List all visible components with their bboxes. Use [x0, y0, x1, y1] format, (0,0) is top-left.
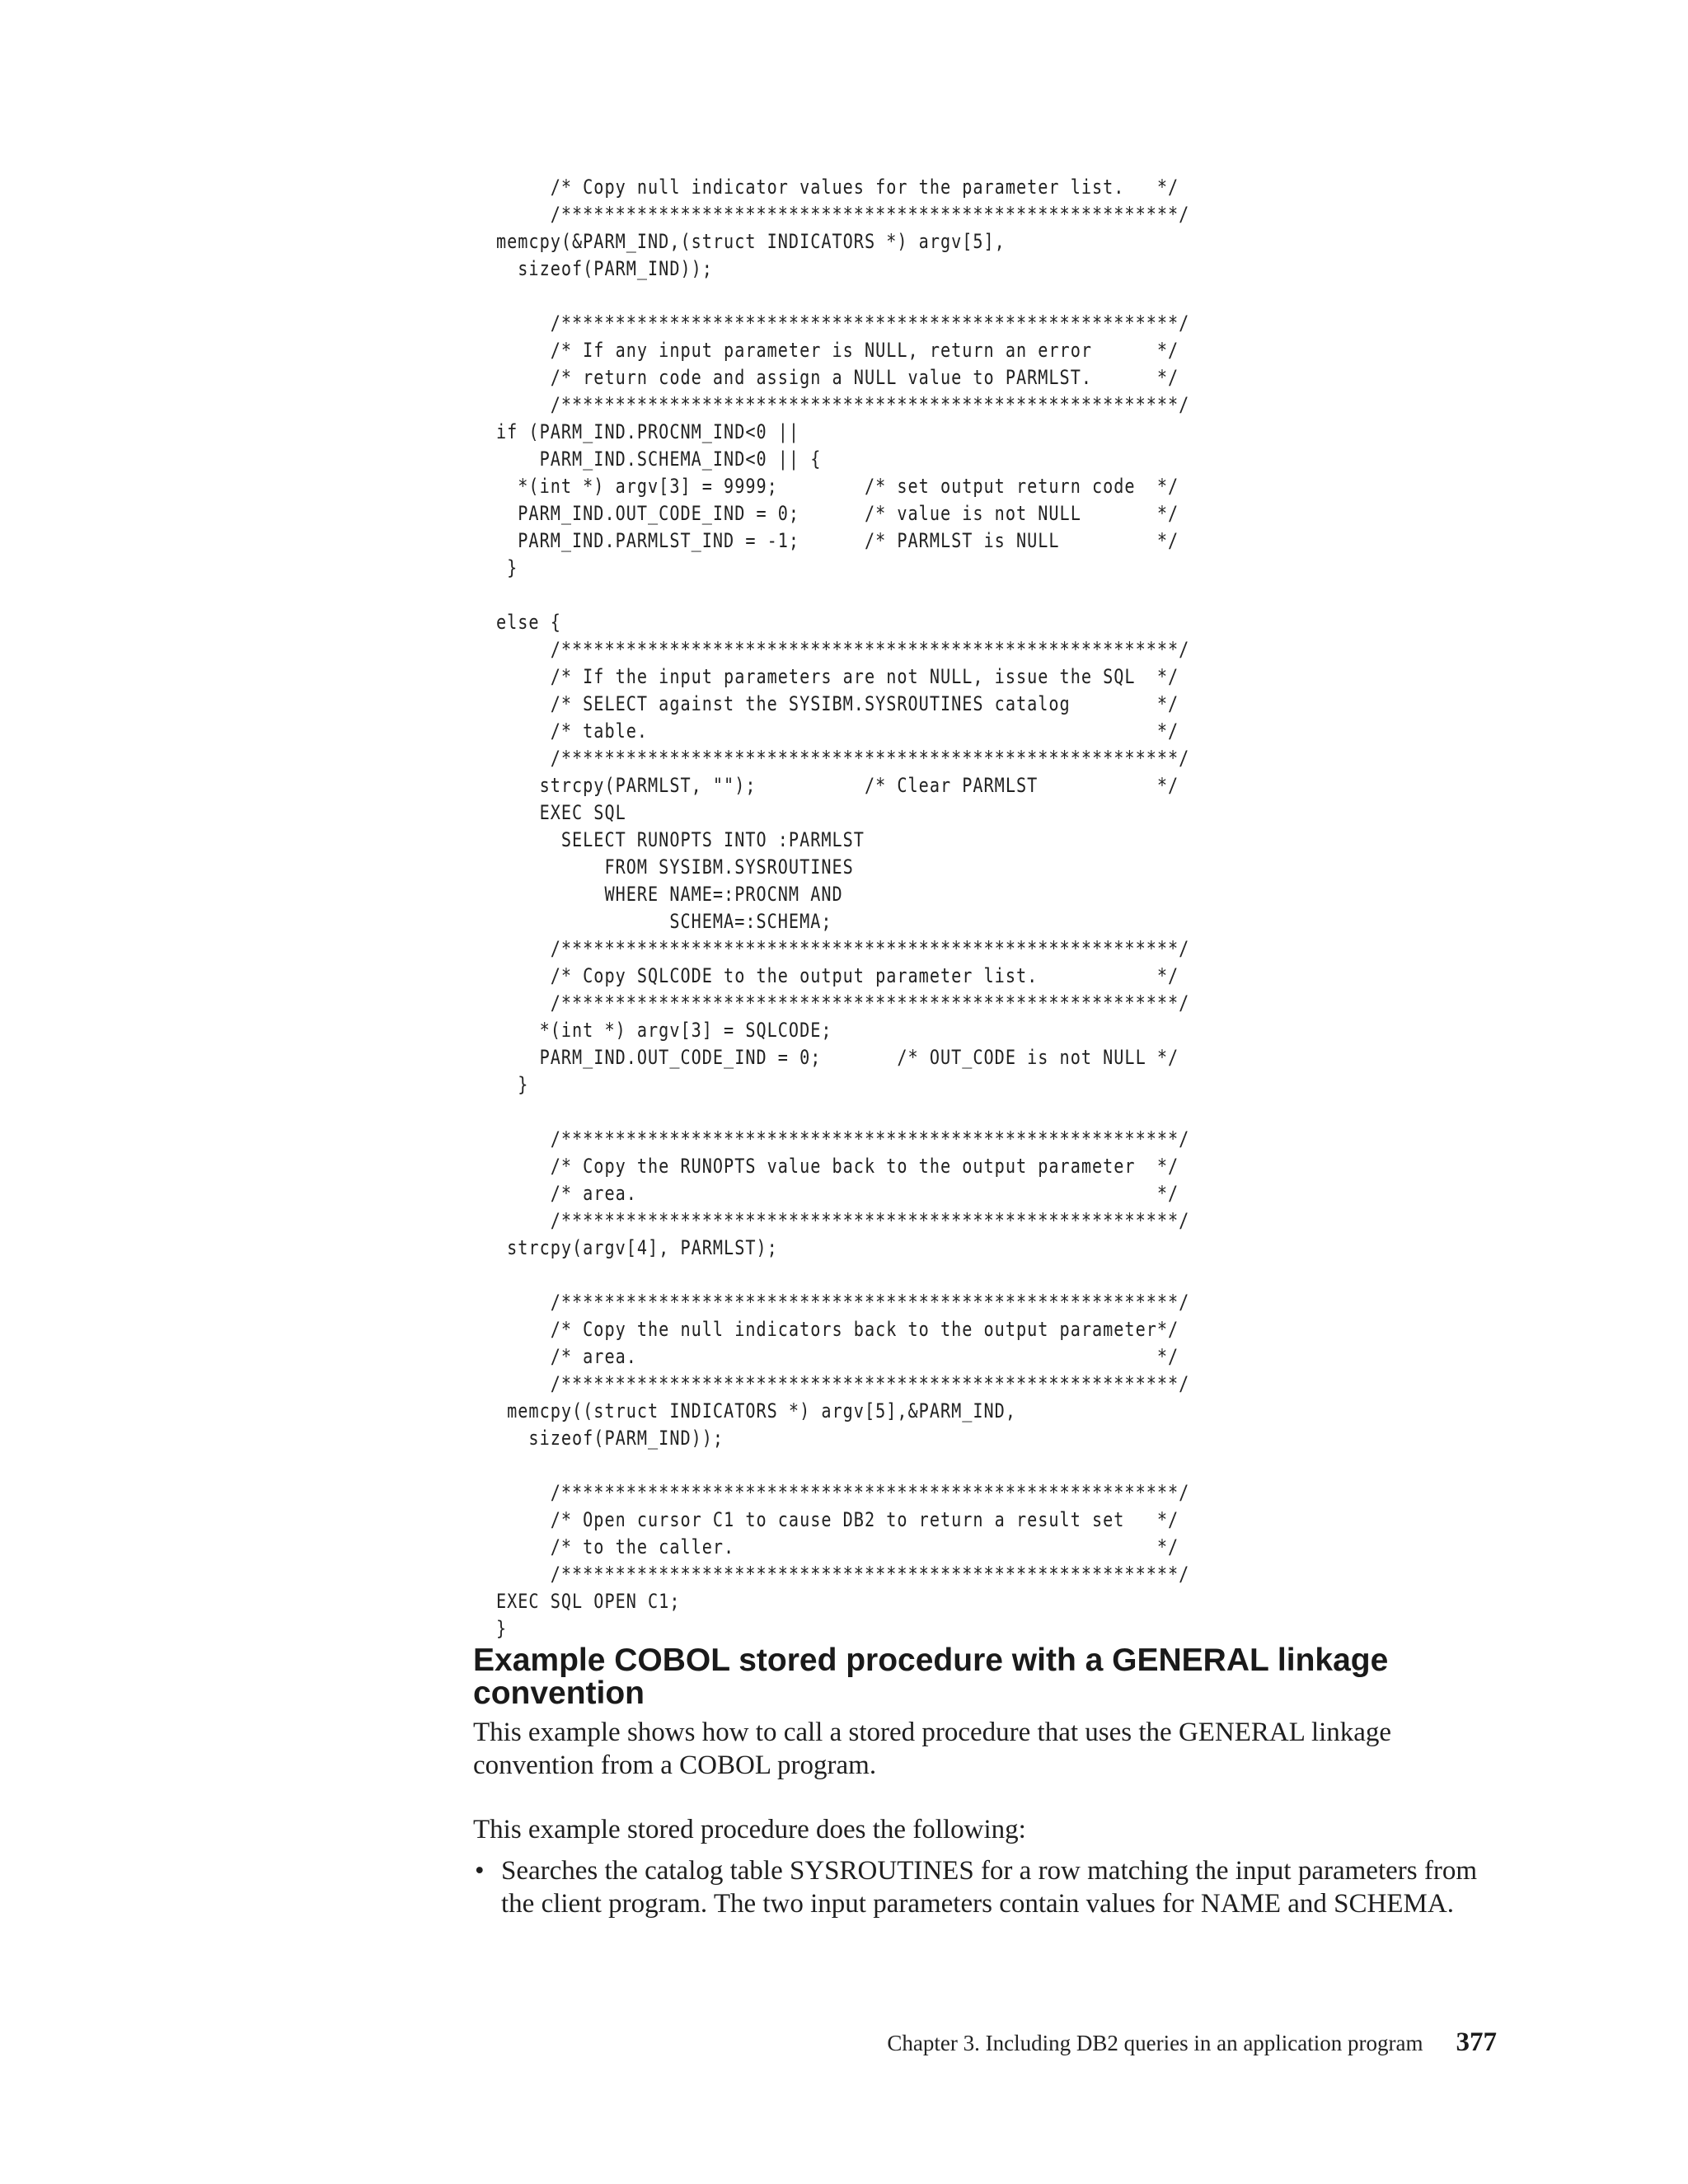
code-line: memcpy((struct INDICATORS *) argv[5],&PARM_IND,	[496, 1399, 1016, 1422]
code-line: /* area. */	[496, 1345, 1179, 1368]
intro-paragraph: This example shows how to call a stored procedure that uses the GENERAL linkage convention from a COBOL program.	[473, 1718, 1392, 1780]
code-line: /* Copy the null indicators back to the output parameter*/	[496, 1318, 1179, 1341]
code-line	[496, 1099, 1189, 1126]
section-heading: Example COBOL stored procedure with a GENERAL linkage convention	[473, 1643, 1389, 1711]
code-line: /* Open cursor C1 to cause DB2 to return a result set */	[496, 1508, 1179, 1531]
code-line: /*********************************************************/	[496, 203, 1190, 226]
code-line: memcpy(&PARM_IND,(struct INDICATORS *) argv[5],	[496, 230, 1006, 253]
code-line: /* Copy null indicator values for the parameter list. */	[496, 176, 1179, 199]
code-line: /*********************************************************/	[496, 638, 1190, 661]
code-line: if (PARM_IND.PROCNM_IND<0 ||	[496, 420, 800, 443]
code-line: SCHEMA=:SCHEMA;	[496, 910, 832, 933]
code-line: sizeof(PARM_IND));	[496, 1427, 724, 1450]
code-line: PARM_IND.PARMLST_IND = -1; /* PARMLST is NULL */	[496, 529, 1179, 552]
page-footer	[887, 2027, 1497, 2058]
code-line: FROM SYSIBM.SYSROUTINES	[496, 855, 854, 879]
bullet-icon: •	[475, 1856, 485, 1886]
code-line: /* If any input parameter is NULL, return an error */	[496, 339, 1179, 362]
code-listing	[496, 174, 1189, 1643]
code-line: /*********************************************************/	[496, 991, 1190, 1015]
lead-paragraph: This example stored procedure does the following:	[473, 1815, 1026, 1844]
code-line: /* table. */	[496, 719, 1179, 743]
code-line: /*********************************************************/	[496, 1127, 1190, 1151]
code-line: /*********************************************************/	[496, 747, 1190, 770]
bullet-list	[473, 1854, 1495, 1920]
code-line	[496, 582, 1189, 609]
code-line: }	[496, 556, 518, 579]
code-line: WHERE NAME=:PROCNM AND	[496, 883, 843, 906]
page-number: 377	[1456, 2027, 1497, 2057]
list-item	[473, 1854, 1495, 1920]
code-line: /* SELECT against the SYSIBM.SYSROUTINES catalog */	[496, 692, 1179, 715]
code-line: /*********************************************************/	[496, 1209, 1190, 1232]
code-line: /*********************************************************/	[496, 937, 1190, 960]
code-line: /* area. */	[496, 1182, 1179, 1205]
code-line: /*********************************************************/	[496, 1372, 1190, 1395]
code-line: *(int *) argv[3] = 9999; /* set output return code */	[496, 475, 1179, 498]
code-line: /* to the caller. */	[496, 1535, 1179, 1558]
code-line: }	[496, 1617, 508, 1640]
code-line: /*********************************************************/	[496, 393, 1190, 416]
code-line: /* Copy the RUNOPTS value back to the output parameter */	[496, 1155, 1179, 1178]
code-line: PARM_IND.SCHEMA_IND<0 || {	[496, 448, 822, 471]
code-line: /*********************************************************/	[496, 1481, 1190, 1504]
code-line: sizeof(PARM_IND));	[496, 257, 713, 280]
code-line: *(int *) argv[3] = SQLCODE;	[496, 1019, 832, 1042]
code-line: strcpy(PARMLST, ""); /* Clear PARMLST */	[496, 774, 1179, 797]
code-line: /*********************************************************/	[496, 1291, 1190, 1314]
code-line: else {	[496, 611, 561, 634]
code-line: }	[496, 1073, 529, 1096]
code-line: /*********************************************************/	[496, 312, 1190, 335]
code-line	[496, 1262, 1189, 1289]
code-line: /* Copy SQLCODE to the output parameter list. */	[496, 964, 1179, 987]
code-line: /*********************************************************/	[496, 1563, 1190, 1586]
code-line: EXEC SQL	[496, 801, 626, 824]
code-line: /* return code and assign a NULL value to PARMLST. */	[496, 366, 1179, 389]
code-line: EXEC SQL OPEN C1;	[496, 1590, 681, 1613]
code-line: /* If the input parameters are not NULL, issue the SQL */	[496, 665, 1179, 688]
list-item-text: Searches the catalog table SYSROUTINES for a row matching the input parameters from the client program. The two input parameters contain values for NAME and SCHEMA.	[501, 1856, 1477, 1919]
code-line: PARM_IND.OUT_CODE_IND = 0; /* value is not NULL */	[496, 502, 1179, 525]
code-line: SELECT RUNOPTS INTO :PARMLST	[496, 828, 865, 851]
code-line	[496, 283, 1189, 310]
code-line: strcpy(argv[4], PARMLST);	[496, 1236, 778, 1259]
code-line	[496, 1452, 1189, 1479]
code-line: PARM_IND.OUT_CODE_IND = 0; /* OUT_CODE is not NULL */	[496, 1046, 1179, 1069]
footer-chapter-title: Chapter 3. Including DB2 queries in an application program	[887, 2031, 1423, 2055]
